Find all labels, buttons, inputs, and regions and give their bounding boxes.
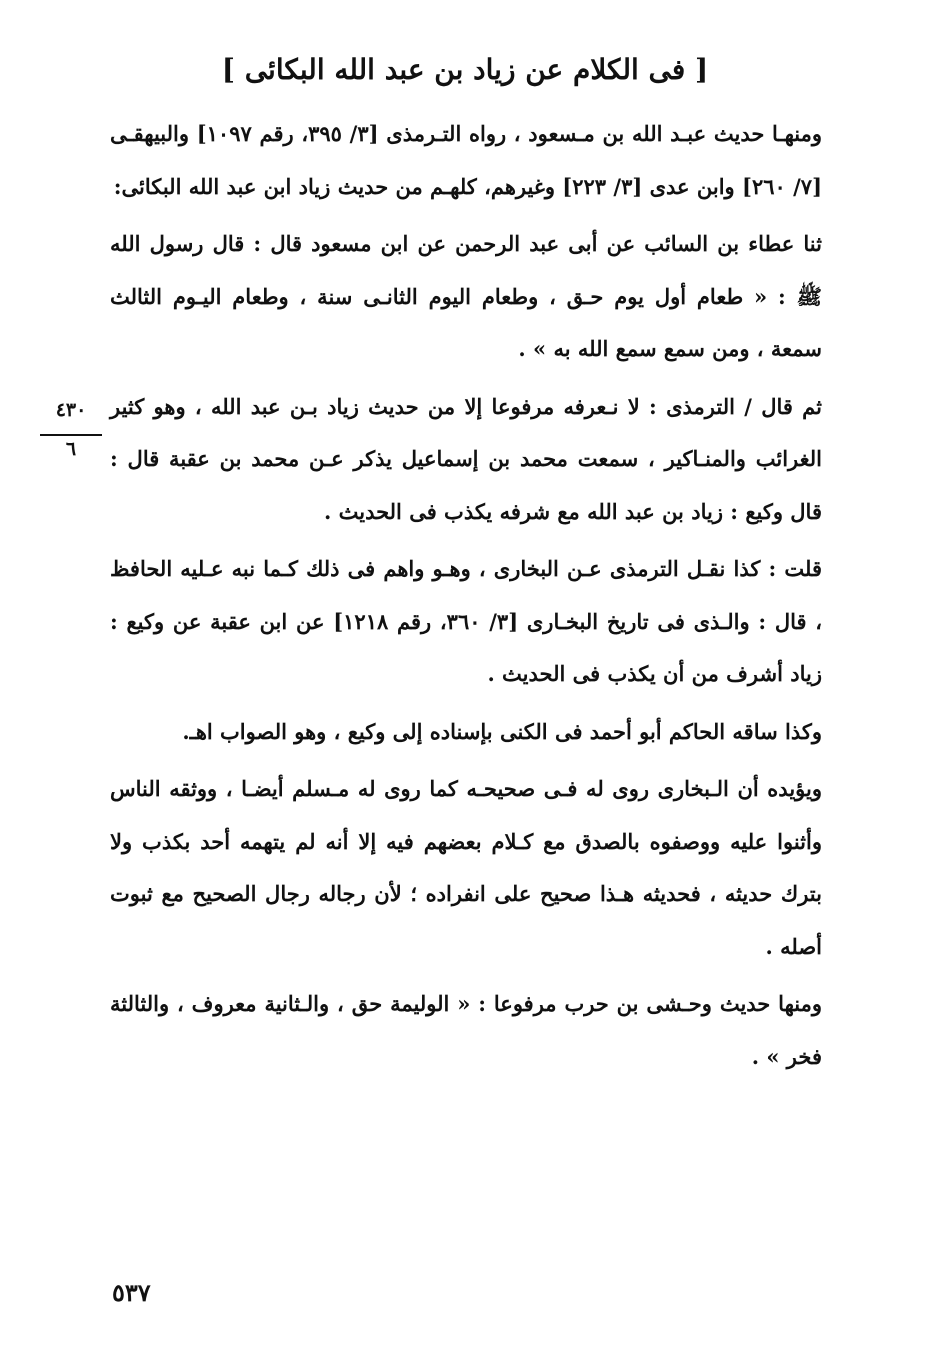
margin-reference-divider bbox=[40, 434, 102, 436]
page-number: ٥٣٧ bbox=[112, 1278, 151, 1307]
paragraph: ثنا عطاء بن السائب عن أبى عبد الرحمن عن ابن مسعود قال : قال رسول الله ﷺ : « طعام أول يوم حـق ، وطعام اليوم الثانـى سنة ، وطعام اليـوم الثالث سمعة ، ومن سمع سمع الله به » . bbox=[110, 231, 822, 361]
paragraph: ويؤيده أن الـبخارى روى له فـى صحيحـه كما روى له مـسلم أيضـا ، ووثقه الناس وأثنوا عليه ووصفوه بالصدق مع كـلام بعضهم فيه إلا أنه لم يتهمه أحد بكذب ولا بترك حديثه ، فحديثه هـذا صحيح على انفراده ؛ لأن رجاله رجال الصحيح مع ثبوت أصله . bbox=[110, 776, 822, 959]
main-text bbox=[110, 108, 822, 1088]
paragraph: ثم قال / الترمذى : لا نـعرفه مرفوعا إلا من حديث زياد بـن عبد الله ، وهو كثير الغرائب والمنـاكير ، سمعت محمد بن إسماعيل يذكر عـن محمد بن عقبة قال : قال وكيع : زياد بن عبد الله مع شرفه يكذب فى الحديث . bbox=[110, 393, 822, 524]
margin-reference bbox=[40, 398, 102, 460]
paragraph: ومنها حديث وحـشى بن حرب مرفوعا : « الوليمة حق ، والـثانية معروف ، والثالثة فخر » . bbox=[110, 991, 822, 1069]
paragraph: وكذا ساقه الحاكم أبو أحمد فى الكنى بإسناده إلى وكيع ، وهو الصواب اهـ. bbox=[182, 718, 822, 744]
margin-reference-page: ٦ bbox=[65, 438, 77, 460]
paragraph: قلت : كذا نقـل الترمذى عـن البخارى ، وهـو واهم فى ذلك كـما نبه عـليه الحافظ ، قال : والـذى فى تاريخ البخـارى [٣/ ٣٦٠، رقم ١٢١٨] عن ابن عقبة عن وكيع : زياد أشرف من أن يكذب فى الحديث . bbox=[110, 556, 823, 686]
page-header-title: [ فى الكلام عن زياد بن عبد الله البكائى ] bbox=[221, 53, 709, 86]
margin-reference-volume: ٤٣٠ bbox=[55, 399, 87, 421]
paragraph: ومنهـا حديث عبـد الله بن مـسعود ، رواه التـرمذى [٣/ ٣٩٥، رقم ١٠٩٧] والبيهقـى [٧/ ٢٦٠] وابن عدى [٣/ ٢٢٣] وغيرهم، كلهـم من حديث زياد ابن عبد الله البكائى: bbox=[110, 121, 822, 199]
